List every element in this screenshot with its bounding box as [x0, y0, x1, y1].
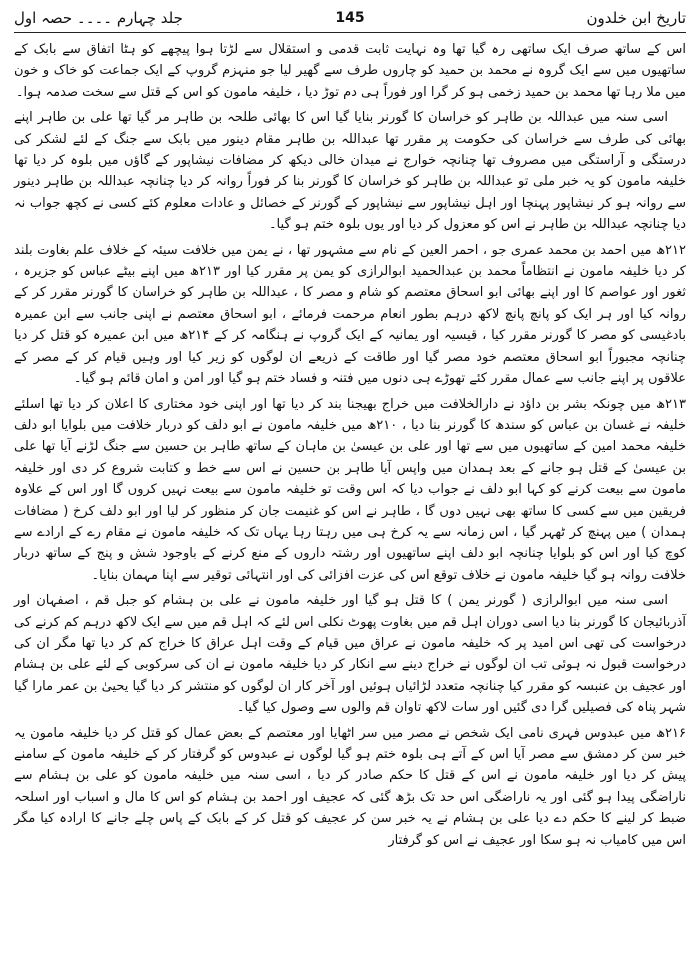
book-title: تاریخ ابن خلدون — [586, 9, 686, 27]
paragraph: ۲۱۲ھ میں احمد بن محمد عمری جو ، احمر العین کے نام سے مشہور تھا ، نے یمن میں خلافت سیئہ کے خلاف علم بغاوت بلند کر دیا خلیفہ مامون نے انتظاماً محمد بن عبدالحمید ابوالرازی کو یمن پر مقرر کیا اور ۲۱۳ھ میں اپنے بیٹے عباس کو جزیرہ ، ثغور اور عواصم کا اور اپنے بھائی ابو اسحاق معتصم کو شام و مصر کا ، عبداللہ بن طاہر کو خراسان کا گورنر مقرر کر کے روانہ کیا اور ہر ایک کو پانچ پانچ لاکھ درہم بطور انعام مرحمت فرمائے ، ابو اسحاق معتصم نے اپنی جانب سے ابن عمیرہ بادغیسی کو مصر کا گورنر مقرر کیا ، قیسیہ اور یمانیہ کے ایک گروپ نے ہنگامہ کر کے ۲۱۴ھ میں ابن عمیرہ کو قتل کر دیا چنانچہ مجبوراً ابو اسحاق معتصم خود مصر گیا اور طاقت کے ذریعے ان لوگوں کو زیر کیا اور وہیں قیام کر کے مصر کے علاقوں پر اپنے جانب سے عمال مقرر کئے تھوڑے ہی دنوں میں فتنہ و فساد ختم ہو گیا اور امن و امان قائم ہو گیا۔ — [14, 242, 686, 387]
paragraph: ۲۱۶ھ میں عبدوس فہری نامی ایک شخص نے مصر میں سر اٹھایا اور معتصم کے بعض عمال کو قتل کر دیا خلیفہ مامون یہ خبر سن کر دمشق سے مصر آیا اس کے آتے ہی بلوہ ختم ہو گیا لوگوں نے عبدوس کو گرفتار کر کے خلیفہ مامون کے سامنے پیش کر دیا اور خلیفہ مامون نے اس کے قتل کا حکم صادر کر دیا ، اسی سنہ میں خلیفہ مامون کو علی بن ہشام سے ناراضگی پیدا ہو گئی اور یہ ناراضگی اس حد تک بڑھ گئی کہ عجیف اور احمد بن ہشام کو اس کا مال و اسباب اور اسلحہ ضبط کر لینے کا حکم دے دیا علی بن ہشام نے یہ خبر سن کر عجیف کو قتل کر کے بابک کے پاس چلے جانے کا ارادہ کیا مگر اس میں کامیاب نہ ہو سکا اور عجیف نے اس کو گرفتار — [14, 725, 686, 848]
paragraph: اس کے ساتھ صرف ایک ساتھی رہ گیا تھا وہ نہایت ثابت قدمی و استقلال سے لڑتا ہوا پیچھے کو ہٹا اتفاق سے بابک کے ساتھیوں میں سے ایک گروہ نے محمد بن حمید کو چاروں طرف سے گھیر لیا جو منہزم گروپ کے ایک جماعت کو خاک و خون میں ملا رہا تھا محمد بن حمید زخمی ہو کر گرا اور فوراً ہی دم توڑ دیا ، خلیفہ مامون کو اس کے قتل سے سخت صدمہ ہوا۔ — [14, 42, 686, 100]
paragraph: اسی سنہ میں ابوالرازی ( گورنر یمن ) کا قتل ہو گیا اور خلیفہ مامون نے علی بن ہشام کو جبل قم ، اصفہان اور آذربائیجان کا گورنر بنا دیا اسی دوران اہل قم میں بغاوت پھوٹ نکلی اس لئے کہ اہل قم میں سے ایک لاکھ درہم کم کرنے کی درخواست کی تھی اس امید پر کہ خلیفہ مامون نے عراق میں قیام کے وقت اہل عراق کا خراج کم کر دیا تھا مگر ان کی درخواست قبول نہ ہوئی تب ان لوگوں نے خراج دینے سے انکار کر دیا خلیفہ مامون نے ان کی سرکوبی کے لئے علی بن ہشام اور عجیف بن عنبسہ کو مقرر کیا چنانچہ متعدد لڑائیاں ہوئیں اور آخر کار ان لوگوں کو منتشر کر دیا گیا یحییٰ بن عمر مارا گیا شہر پناہ کی فصیلیں گرا دی گئیں اور سات لاکھ تاوان قم والوں سے وصول کیا گیا۔ — [14, 593, 686, 716]
body-text — [14, 39, 686, 851]
header-rule — [14, 32, 686, 33]
paragraph: ۲۱۳ھ میں چونکہ بشر بن داؤد نے دارالخلافت میں خراج بھیجنا بند کر دیا تھا اور اپنی خود مختاری کا اعلان کر دیا تھا اسلئے خلیفہ نے غسان بن عباس کو سندھ کا گورنر بنا دیا ، ۲۱۰ھ میں خلیفہ مامون نے ابو دلف کو دربار خلافت میں بلوایا ابو دلف خلیفہ محمد امین کے ساتھیوں میں سے تھا اور علی بن عیسیٰ بن ماہان کے ساتھ طاہر بن حسین سے جنگ لڑنے آیا تھا علی بن عیسیٰ کے قتل ہو جانے کے بعد ہمدان میں واپس آیا طاہر بن حسین نے اس سے خط و کتابت شروع کر دی اور خلیفہ مامون سے بیعت کرنے کو کہا ابو دلف نے جواب دیا کہ اس وقت تو خلیفہ مامون سے بیعت نہیں کروں گا اور اس کے علاوہ فریقین میں سے کسی کا ساتھ بھی نہیں دوں گا ، طاہر نے اس کو غنیمت جان کر منظور کر لیا اور ابو دلف کرخ ( مضافات ہمدان ) میں پہنچ کر ٹھہر گیا ، اس زمانہ سے یہ کرخ ہی میں رہتا رہا یہاں تک کہ خلیفہ مامون نے مقام رے کے ارادے سے کوچ کیا اور اس کو بلوایا چنانچہ ابو دلف اپنے ساتھیوں اور رشتہ داروں کے منع کرنے کے باوجود شش و پنج کے ساتھ دربار خلافت روانہ ہو گیا خلیفہ مامون نے خلاف توقع اس کی عزت افزائی کی اور انتہائی توقیر سے اپنا مہمان بنایا۔ — [14, 396, 686, 583]
page-number: 145 — [335, 10, 365, 26]
paragraph: اسی سنہ میں عبداللہ بن طاہر کو خراسان کا گورنر بنایا گیا اس کا بھائی طلحہ بن طاہر مر گیا تھا علی بن طاہر اپنے بھائی کی طرف سے خراسان کی حکومت پر مقرر تھا عبداللہ بن طاہر مقام دینور میں بابک سے جنگ کے لئے لشکر کی درستگی و آراستگی میں مصروف تھا چنانچہ خوارج نے میدان خالی دیکھ کر مضافات نیشاپور کے گاؤں میں بلوہ کر دیا تھا خلیفہ مامون کو یہ خبر ملی تو عبداللہ بن طاہر کو خراسان کا گورنر بنا کر فوراً روانہ کر دیا چنانچہ عبداللہ بن طاہر دینور سے روانہ ہو کر نیشاپور پہنچا اور اہل نیشاپور سے نیشاپور کے گورنر کے خصائل و عادات معلوم کئے کسی نے کچھ جواب نہ دیا چنانچہ عبداللہ بن طاہر نے اس کو معزول کر دیا اور یوں بلوہ ختم ہو گیا۔ — [14, 110, 686, 233]
page-header — [14, 6, 686, 30]
volume-label: جلد چہارم ۔۔۔۔ حصہ اول — [14, 9, 183, 27]
